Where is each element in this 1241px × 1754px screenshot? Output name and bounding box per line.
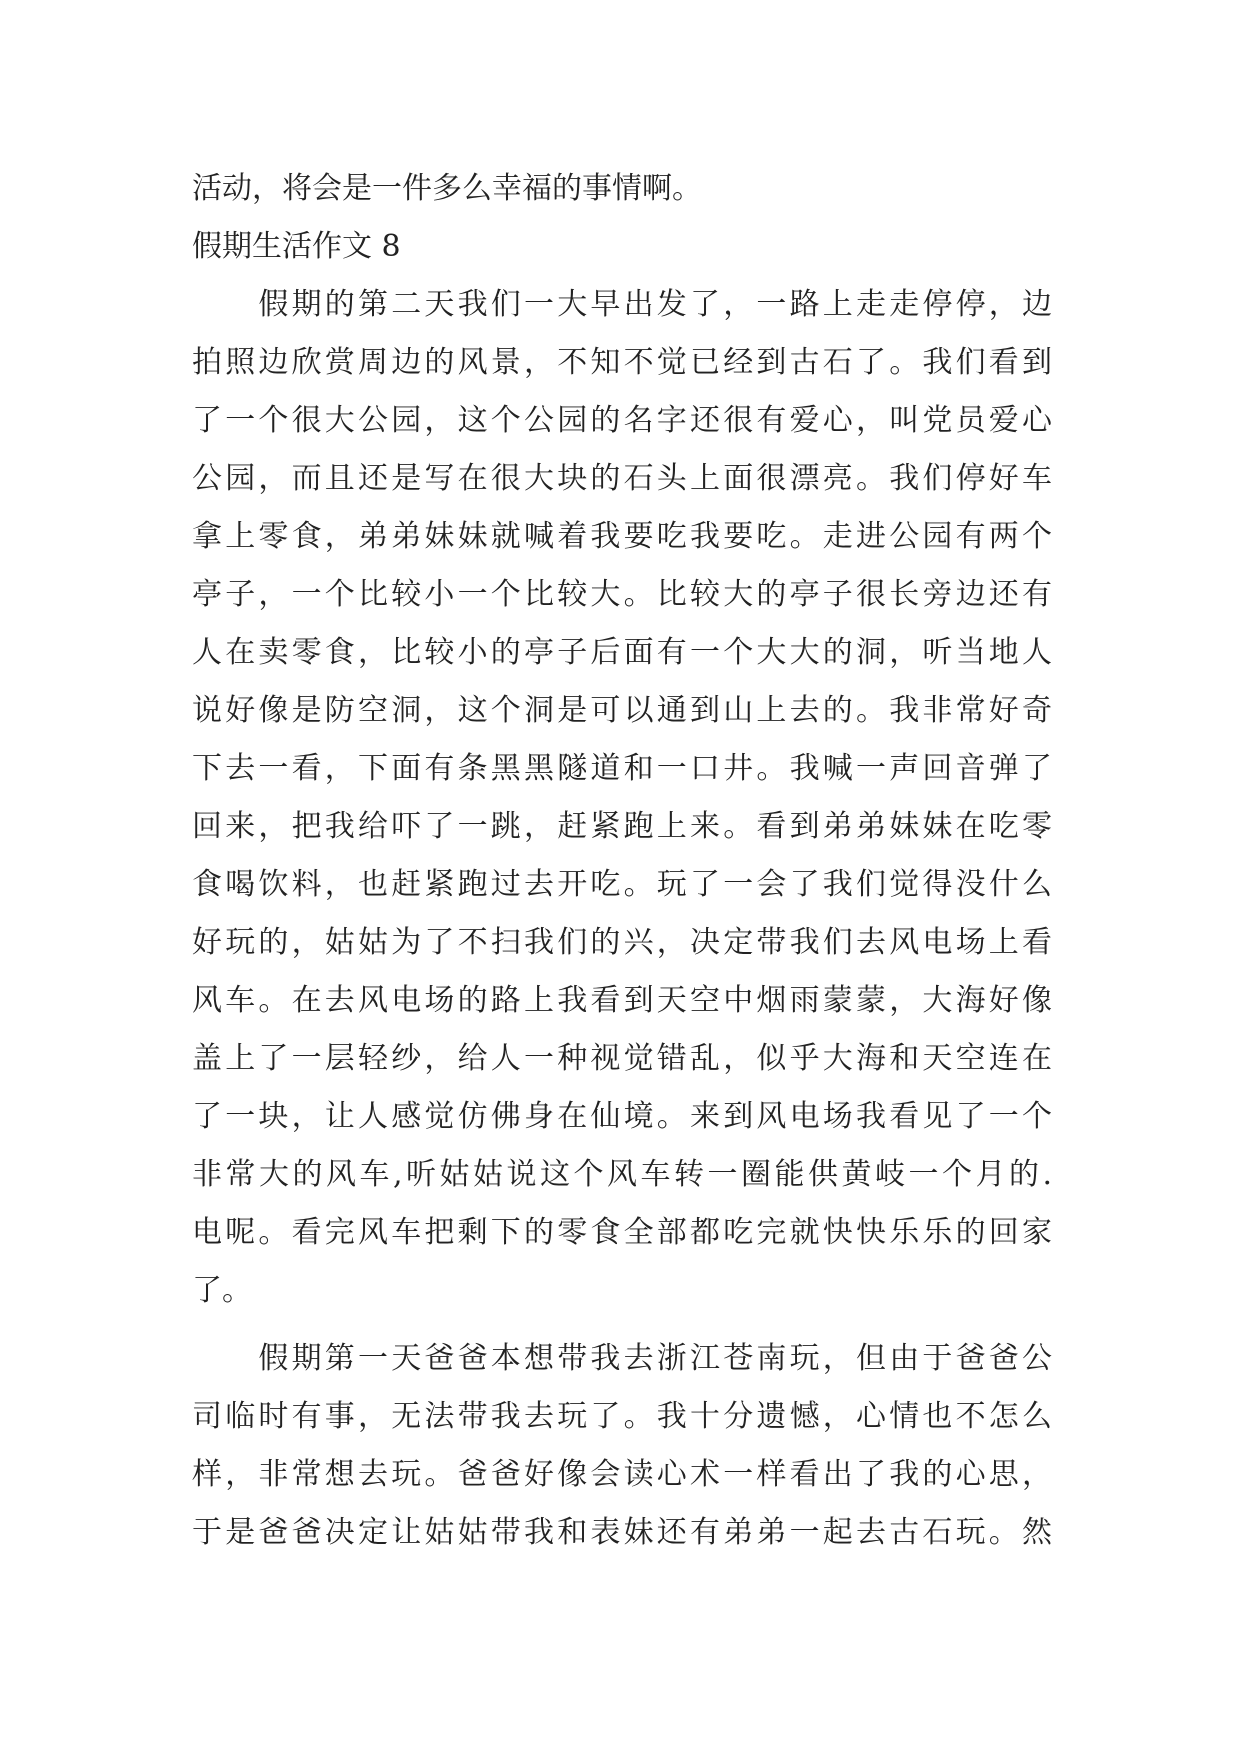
paragraph-line: 风车。在去风电场的路上我看到天空中烟雨蒙蒙，大海好像 bbox=[192, 983, 1052, 1018]
intro-line: 活动，将会是一件多么幸福的事情啊。 bbox=[192, 171, 702, 206]
paragraph-line: 司临时有事，无法带我去玩了。我十分遗憾，心情也不怎么 bbox=[192, 1399, 1052, 1434]
paragraph-line: 下去一看，下面有条黑黑隧道和一口井。我喊一声回音弹了 bbox=[192, 751, 1052, 786]
paragraph-line: 了一块，让人感觉仿佛身在仙境。来到风电场我看见了一个 bbox=[192, 1099, 1052, 1134]
paragraph-line: 食喝饮料，也赶紧跑过去开吃。玩了一会了我们觉得没什么 bbox=[192, 867, 1052, 902]
section-heading: 假期生活作文 8 bbox=[192, 229, 401, 264]
paragraph-line: 公园，而且还是写在很大块的石头上面很漂亮。我们停好车 bbox=[192, 461, 1052, 496]
paragraph-spacer bbox=[192, 1320, 1052, 1330]
paragraph-line: 非常大的风车,听姑姑说这个风车转一圈能供黄岐一个月的. bbox=[192, 1157, 1052, 1192]
paragraph-line: 了。 bbox=[192, 1273, 252, 1308]
paragraph-2 bbox=[192, 1330, 1052, 1562]
paragraph-1 bbox=[192, 276, 1052, 1320]
paragraph-line: 拿上零食，弟弟妹妹就喊着我要吃我要吃。走进公园有两个 bbox=[192, 519, 1052, 554]
paragraph-line: 人在卖零食，比较小的亭子后面有一个大大的洞，听当地人 bbox=[192, 635, 1052, 670]
paragraph-line: 亭子，一个比较小一个比较大。比较大的亭子很长旁边还有 bbox=[192, 577, 1052, 612]
paragraph-line: 了一个很大公园，这个公园的名字还很有爱心，叫党员爱心 bbox=[192, 403, 1052, 438]
document-body bbox=[192, 160, 1052, 1562]
paragraph-line: 盖上了一层轻纱，给人一种视觉错乱，似乎大海和天空连在 bbox=[192, 1041, 1052, 1076]
paragraph-line: 好玩的，姑姑为了不扫我们的兴，决定带我们去风电场上看 bbox=[192, 925, 1052, 960]
paragraph-line: 拍照边欣赏周边的风景，不知不觉已经到古石了。我们看到 bbox=[192, 345, 1052, 380]
paragraph-line: 电呢。看完风车把剩下的零食全部都吃完就快快乐乐的回家 bbox=[192, 1215, 1052, 1250]
paragraph-line: 样，非常想去玩。爸爸好像会读心术一样看出了我的心思， bbox=[192, 1457, 1052, 1492]
paragraph-line: 说好像是防空洞，这个洞是可以通到山上去的。我非常好奇 bbox=[192, 693, 1052, 728]
paragraph-line: 于是爸爸决定让姑姑带我和表妹还有弟弟一起去古石玩。然 bbox=[192, 1515, 1052, 1550]
paragraph-line: 假期第一天爸爸本想带我去浙江苍南玩，但由于爸爸公 bbox=[192, 1341, 1052, 1376]
paragraph-line: 假期的第二天我们一大早出发了，一路上走走停停，边 bbox=[192, 287, 1052, 322]
paragraph-line: 回来，把我给吓了一跳，赶紧跑上来。看到弟弟妹妹在吃零 bbox=[192, 809, 1052, 844]
